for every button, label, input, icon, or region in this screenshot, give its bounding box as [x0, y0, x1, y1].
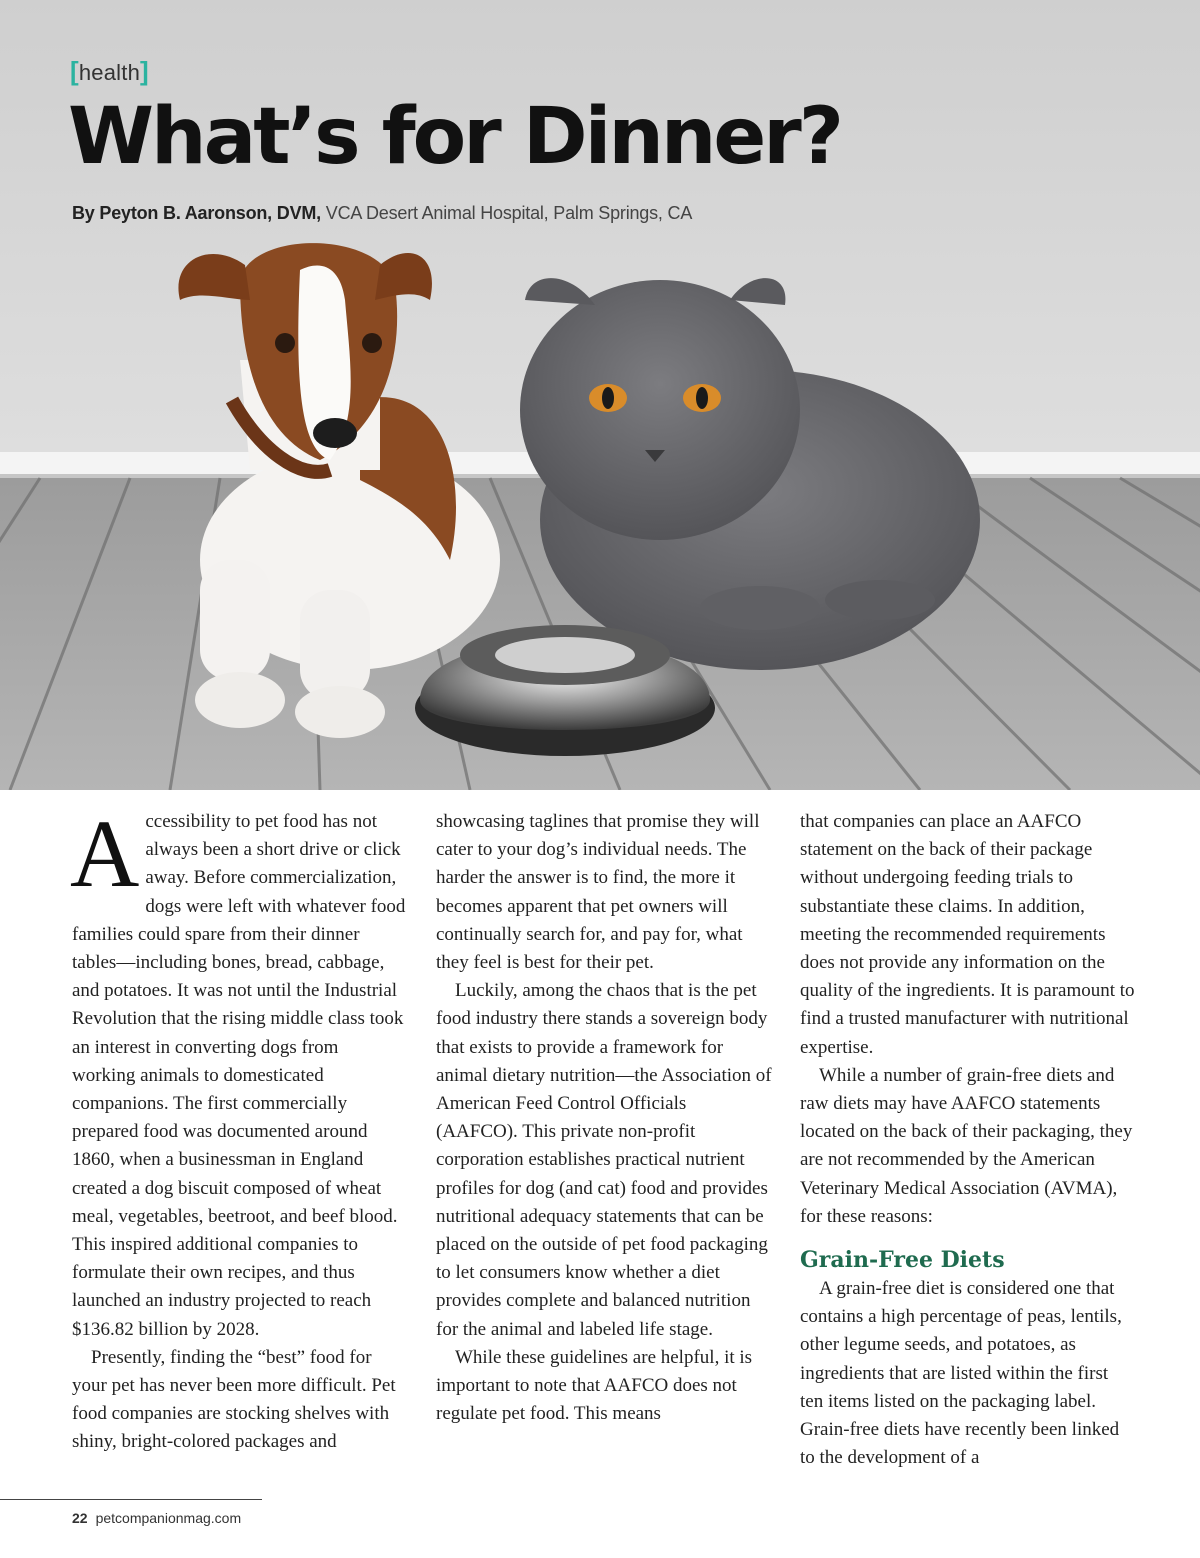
page-number: 22	[72, 1510, 88, 1526]
article-title: What’s for Dinner?	[68, 92, 841, 182]
paragraph: showcasing taglines that promise they will cater to your dog’s individual needs. The harder the answer is to find, the more it becomes apparent that pet owners will continually search for, and pay for, what they feel is best for their pet.	[436, 811, 760, 974]
footer-rule	[0, 1499, 262, 1500]
paragraph: A grain-free diet is considered one that contains a high percentage of peas, lentils, other legume seeds, and potatoes, as ingredients that are listed within the first ten items listed on the packaging label. Grain-free diets have recently been linked to the development of a	[800, 1278, 1122, 1469]
section-bracket-close: ]	[140, 56, 149, 86]
paragraph: Luckily, among the chaos that is the pet food industry there stands a sovereign body that exists to provide a framework for animal dietary nutrition—the Association of American Feed Control Officials (AAFCO). This private non-profit corporation establishes practical nutrient profiles for dog (and cat) food and provides nutritional adequacy statements that can be placed on the outside of pet food packaging to let consumers know whether a diet provides complete and balanced nutrition for the animal and labeled life stage.	[436, 980, 772, 1340]
drop-cap: A	[70, 800, 140, 907]
paragraph: While a number of grain-free diets and raw diets may have AAFCO statements located on the back of their packaging, they are not recommended by the American Veterinary Medical Association (AVMA), for these reasons:	[800, 1064, 1133, 1227]
section-tag	[70, 56, 149, 87]
article-column-2	[436, 808, 772, 1428]
section-label: health	[78, 60, 141, 85]
paragraph: Presently, finding the “best” food for your pet has never been more difficult. Pet food companies are stocking shelves with shiny, bright-colored packages and	[72, 1346, 396, 1453]
footer-site: petcompanionmag.com	[95, 1510, 242, 1526]
paragraph: that companies can place an AAFCO statement on the back of their package without undergoing feeding trials to substantiate these claims. In addition, meeting the recommended requirements does not provide any information on the quality of the ingredients. It is paramount to find a trusted manufacturer with nutritional expertise.	[800, 811, 1135, 1058]
paragraph-text: ccessibility to pet food has not always been a short drive or click away. Before commercialization, dogs were left with whatever food families could spare from their dinner tables—including bones, bread, cabbage, and potatoes. It was not until the Industrial Revolution that the rising middle class took an interest in converting dogs from working animals to domesticated companions. The first commercially prepared food was documented around 1860, when a businessman in England created a dog biscuit composed of wheat meal, vegetables, beetroot, and beef blood. This inspired additional companies to formulate their own recipes, and thus launched an industry projected to reach $136.82 billion by 2028.	[72, 811, 406, 1340]
byline-affiliation: VCA Desert Animal Hospital, Palm Springs, CA	[325, 203, 693, 223]
section-bracket-open: [	[70, 56, 79, 86]
page-footer	[72, 1510, 241, 1526]
byline-author: By Peyton B. Aaronson, DVM,	[72, 203, 321, 223]
article-column-1	[70, 800, 406, 1457]
paragraph: While these guidelines are helpful, it is important to note that AAFCO does not regulate pet food. This means	[436, 1346, 753, 1425]
article-column-3	[800, 808, 1136, 1472]
byline	[72, 203, 692, 224]
subheading-grain-free: Grain-Free Diets	[800, 1247, 1005, 1274]
paragraph	[70, 800, 406, 1344]
